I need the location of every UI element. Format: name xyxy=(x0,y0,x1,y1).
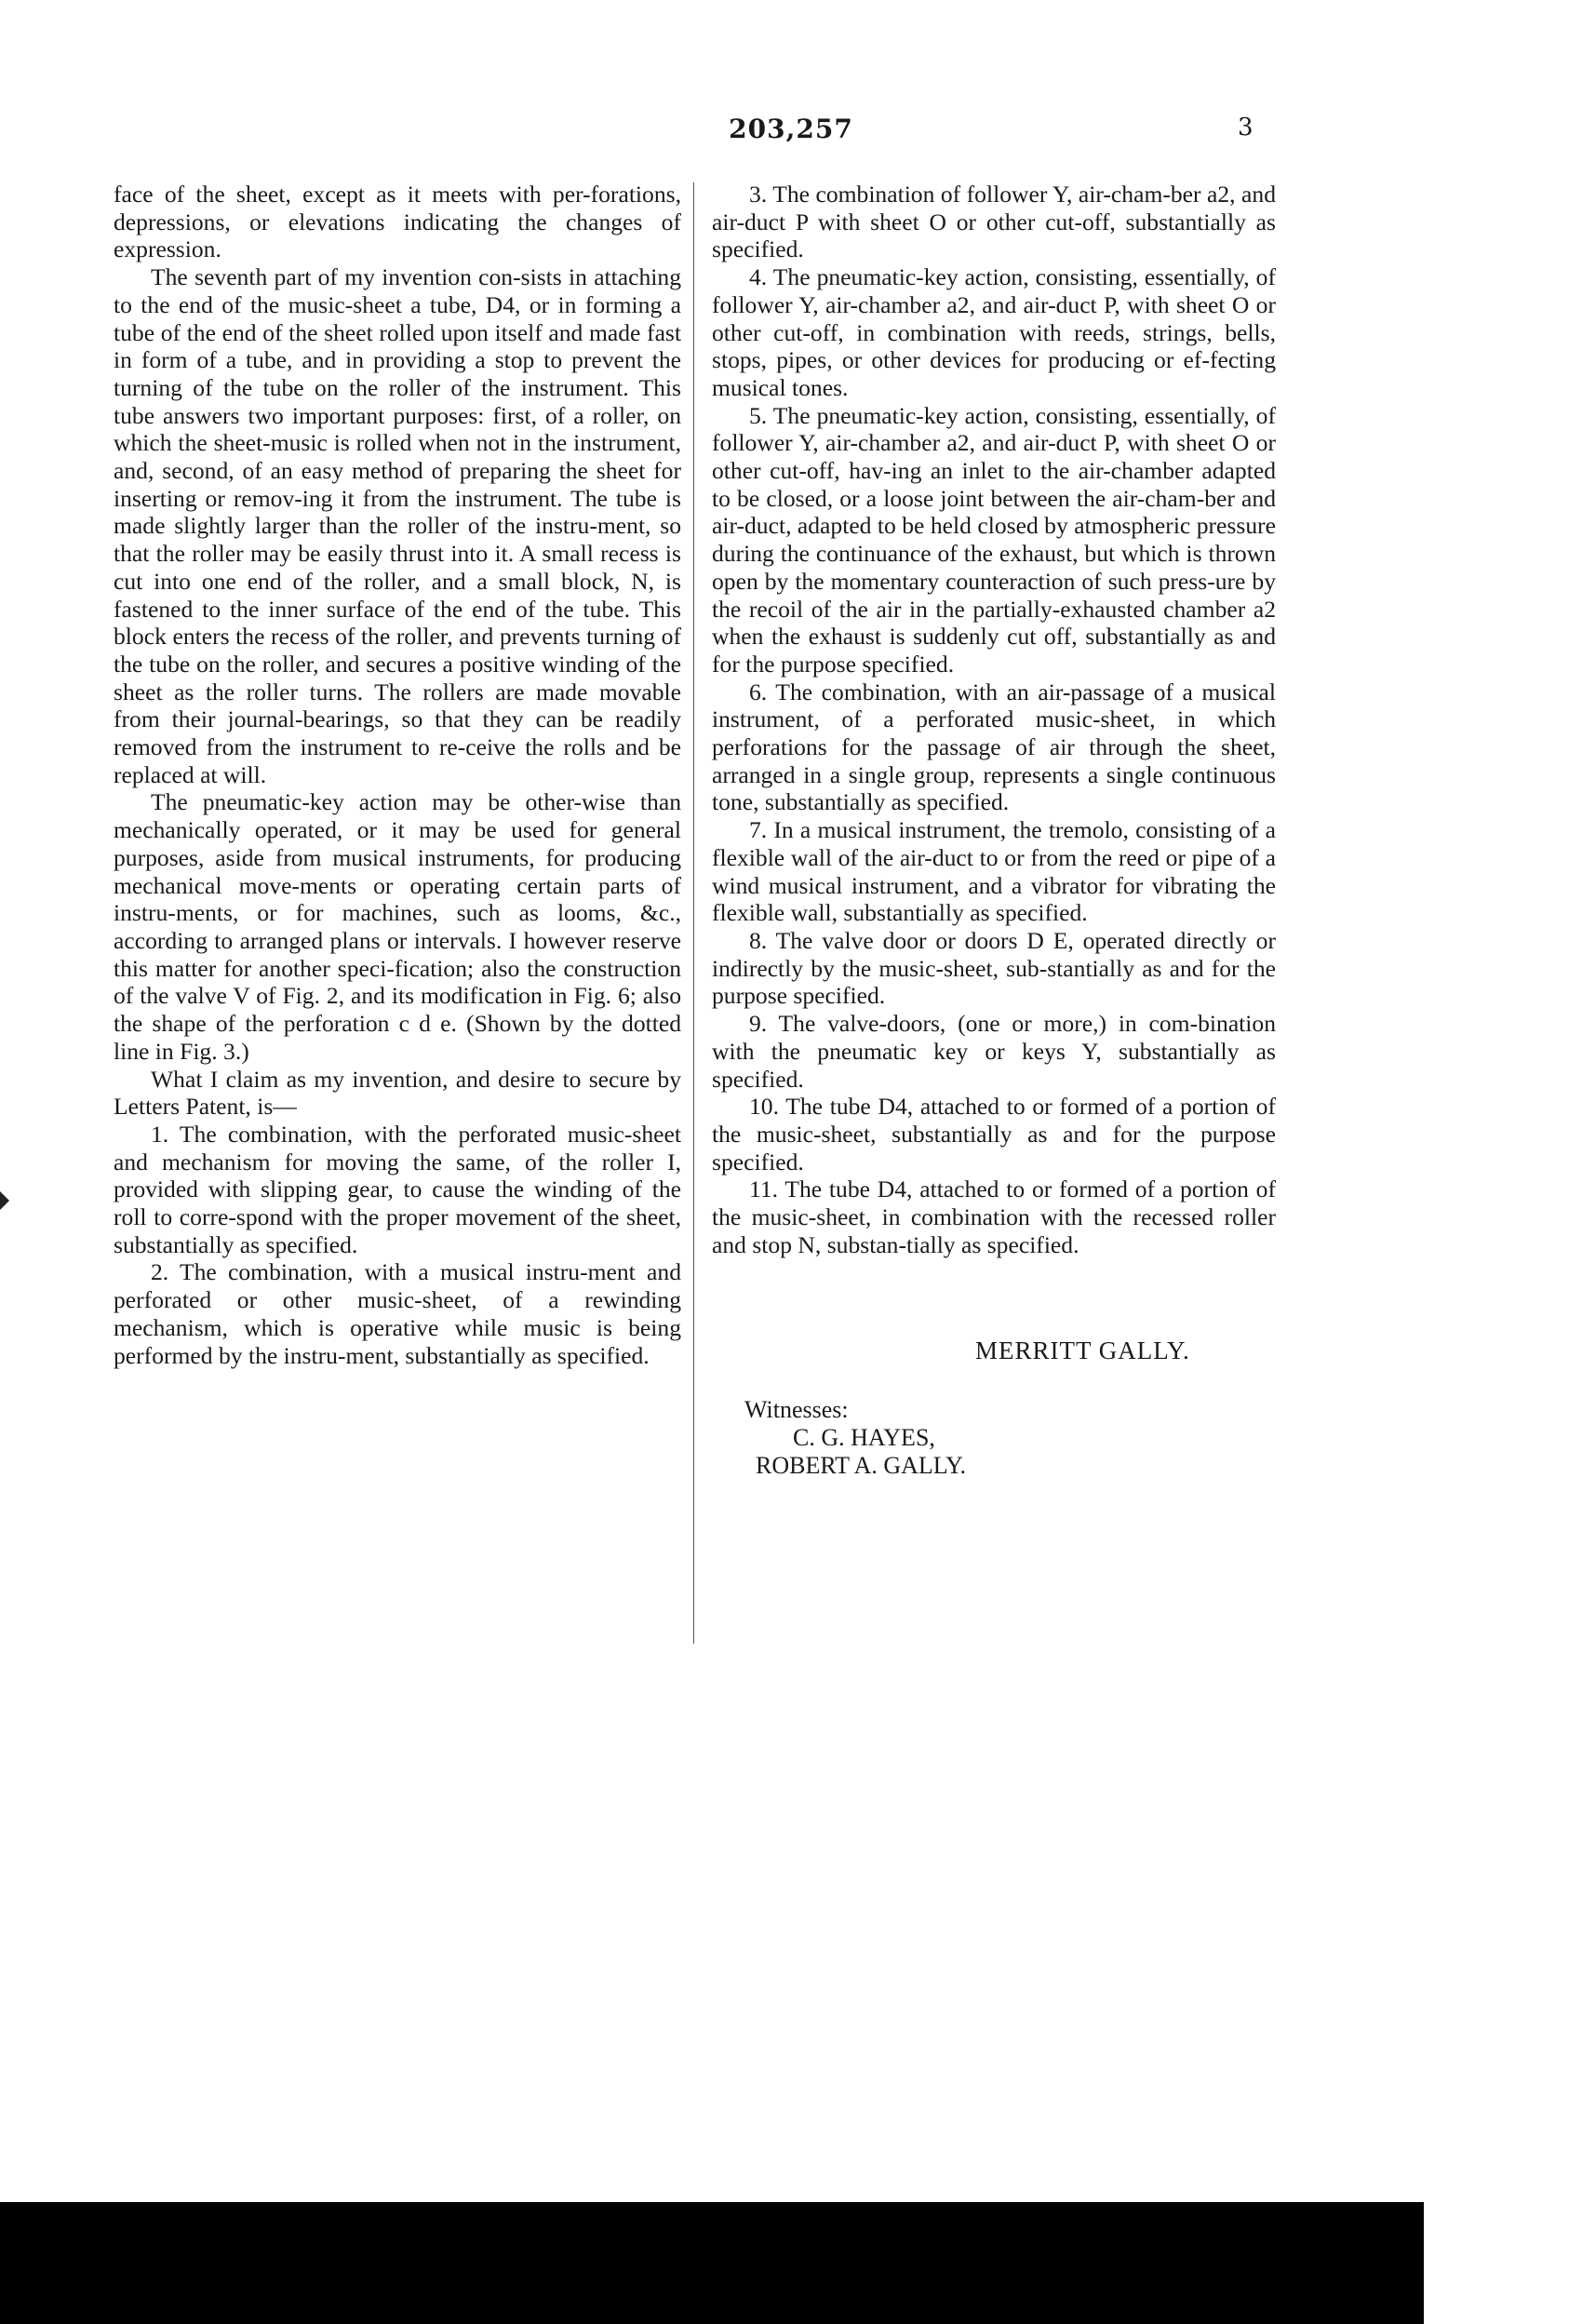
column-divider xyxy=(693,182,694,1644)
claim: 3. The combination of follower Y, air-cham-ber a2, and air-duct P with sheet O or other cut-off, substantially as specified. xyxy=(712,181,1276,263)
inventor-signature: MERRITT GALLY. xyxy=(975,1337,1190,1364)
paragraph: The pneumatic-key action may be other-wise than mechanically operated, or it may be used for general purposes, aside from musical instruments, for producing mechanical move-ments or operating certain parts of instru-ments, or for machines, such as looms, &c., according to arranged plans or intervals. I however reserve this matter for another speci-fication; also the construction of the valve V of Fig. 2, and its modification in Fig. 6; also the shape of the perforation c d e. (Shown by the dotted line in Fig. 3.) xyxy=(114,788,681,1065)
claim: 4. The pneumatic-key action, consisting, essentially, of follower Y, air-chamber a2, and air-duct P, with sheet O or other cut-off, in combination with reeds, strings, bells, stops, pipes, or other devices for producing or ef-fecting musical tones. xyxy=(712,263,1276,401)
claim: 7. In a musical instrument, the tremolo, consisting of a flexible wall of the air-duct to or from the reed or pipe of a wind musical instrument, and a vibrator for vibrating the flexible wall, substantially as specified. xyxy=(712,816,1276,927)
claim: 9. The valve-doors, (one or more,) in com-bination with the pneumatic key or keys Y, substantially as specified. xyxy=(712,1010,1276,1093)
claim: 10. The tube D4, attached to or formed of a portion of the music-sheet, substantially as and for the purpose specified. xyxy=(712,1093,1276,1175)
scan-bottom-border xyxy=(0,2202,1424,2324)
claim: 1. The combination, with the perforated music-sheet and mechanism for moving the same, of the roller I, provided with slipping gear, to cause the winding of the roll to corre-spond with the proper movement of the sheet, substantially as specified. xyxy=(114,1120,681,1258)
paragraph: face of the sheet, except as it meets with per-forations, depressions, or elevations indicating the changes of expression. xyxy=(114,181,681,263)
scan-edge-mark xyxy=(0,1173,11,1229)
witness-name: ROBERT A. GALLY. xyxy=(756,1452,967,1479)
paragraph: What I claim as my invention, and desire to secure by Letters Patent, is— xyxy=(114,1065,681,1121)
claim: 11. The tube D4, attached to or formed of a portion of the music-sheet, in combination with the recessed roller and stop N, substan-tially as specified. xyxy=(712,1175,1276,1258)
claim: 6. The combination, with an air-passage of a musical instrument, of a perforated music-sheet, in which perforations for the passage of air through the sheet, arranged in a single group, represents a single continuous tone, substantially as specified. xyxy=(712,678,1276,816)
claim: 8. The valve door or doors D E, operated directly or indirectly by the music-sheet, sub-stantially as and for the purpose specified. xyxy=(712,926,1276,1010)
witness-name: C. G. HAYES, xyxy=(793,1424,935,1451)
page-number: 3 xyxy=(1238,114,1254,141)
right-column xyxy=(712,181,1276,1258)
paragraph: The seventh part of my invention con-sists in attaching to the end of the music-sheet a tube, D4, or in forming a tube of the end of the sheet rolled upon itself and made fast in form of a tube, and in providing a stop to prevent the turning of the tube on the roller of the instrument. This tube answers two important purposes: first, of a roller, on which the sheet-music is rolled when not in the instrument, and, second, of an easy method of preparing the sheet for inserting or remov-ing it from the instrument. The tube is made slightly larger than the roller of the instru-ment, so that the roller may be easily thrust into it. A small recess is cut into one end of the roller, and a small block, N, is fastened to the inner surface of the end of the tube. This block enters the recess of the roller, and prevents turning of the tube on the roller, and secures a positive winding of the sheet as the roller turns. The rollers are made movable from their journal-bearings, so that they can be readily removed from the instrument to re-ceive the rolls and be replaced at will. xyxy=(114,263,681,788)
claim: 5. The pneumatic-key action, consisting, essentially, of follower Y, air-chamber a2, and air-duct P, with sheet O or other cut-off, hav-ing an inlet to the air-chamber adapted to be closed, or a loose joint between the air-cham-ber and air-duct, adapted to be held closed by atmospheric pressure during the continuance of the exhaust, but which is thrown open by the momentary counteraction of such press-ure by the recoil of the air in the partially-exhausted chamber a2 when the exhaust is suddenly cut off, substantially as and for the purpose specified. xyxy=(712,401,1276,678)
witnesses-label: Witnesses: xyxy=(744,1396,849,1423)
left-column xyxy=(114,181,681,1369)
claim: 2. The combination, with a musical instru-ment and perforated or other music-sheet, of a rewinding mechanism, which is operative while music is being performed by the instru-ment, substantially as specified. xyxy=(114,1258,681,1369)
patent-number: 203,257 xyxy=(729,114,853,144)
